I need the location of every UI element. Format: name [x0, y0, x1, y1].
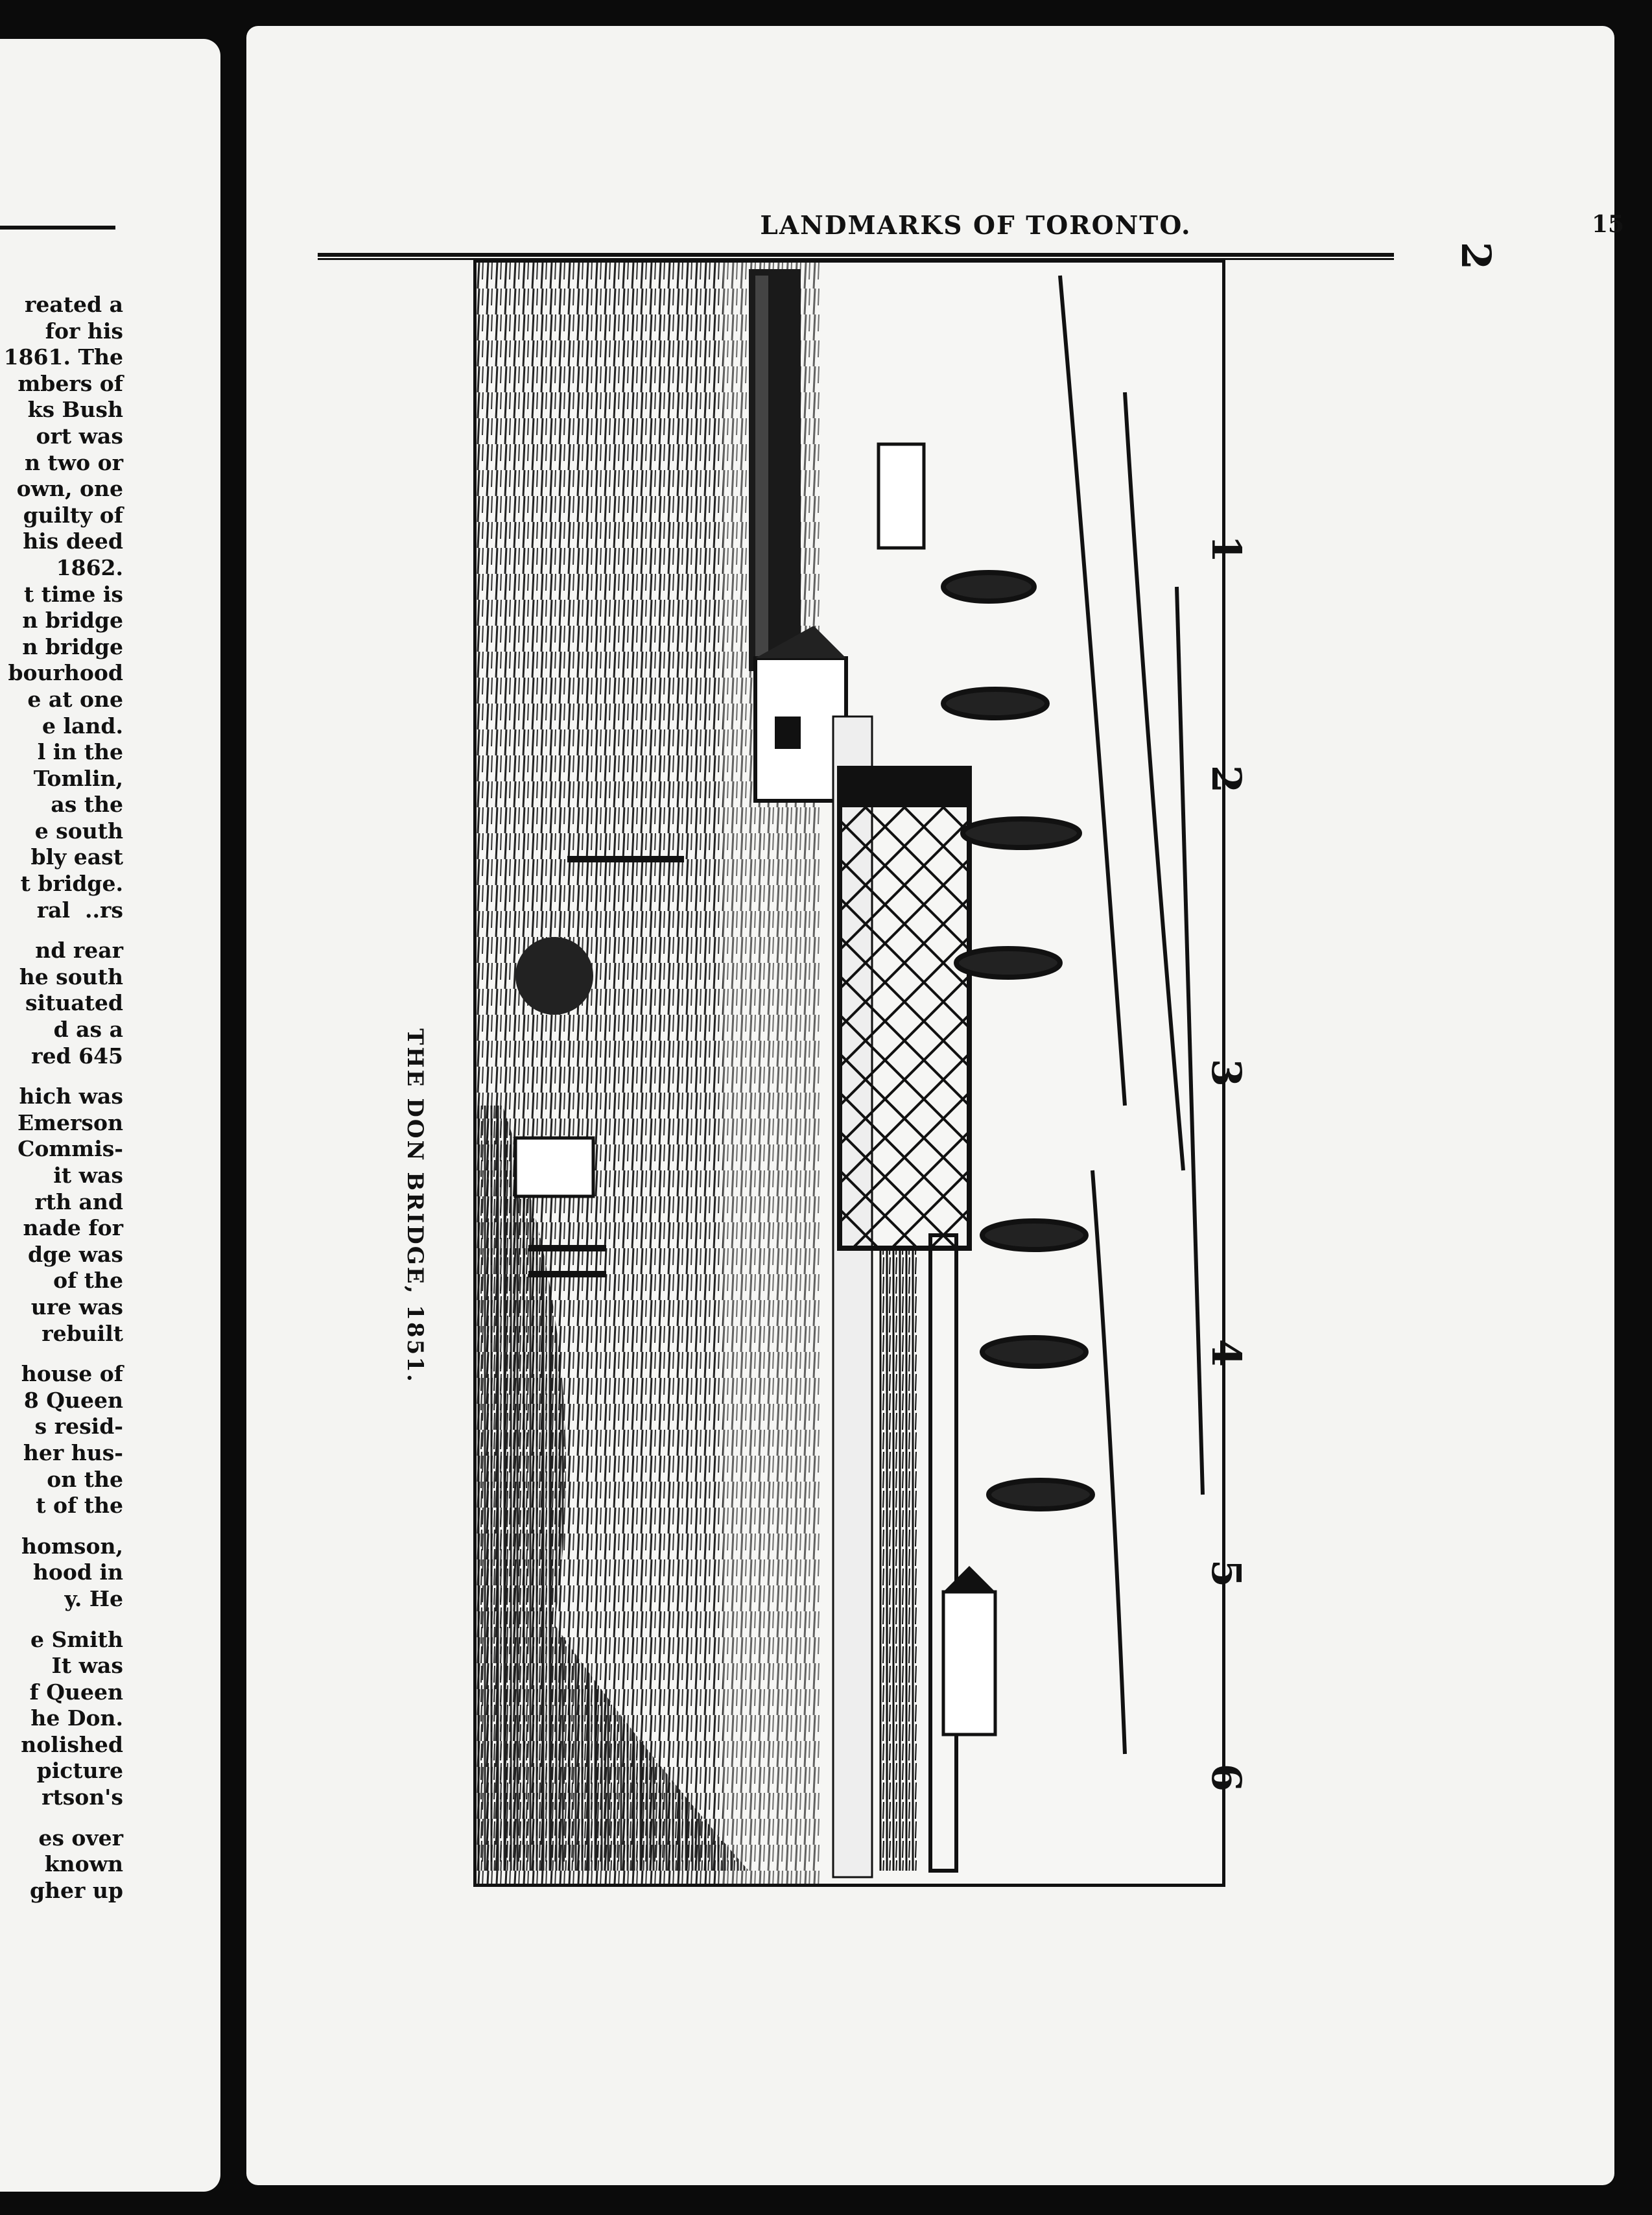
text-line: rtson's	[41, 1784, 123, 1810]
paragraph-gap	[0, 1347, 123, 1361]
text-line: dge was	[27, 1241, 123, 1267]
text-line: It was	[51, 1653, 123, 1679]
left-page-text-column	[0, 292, 123, 1904]
text-line: of the	[53, 1268, 123, 1294]
text-line: her hus-	[23, 1439, 123, 1465]
key-number-6: 6	[1203, 1763, 1251, 1792]
running-title: LANDMARKS OF TORONTO.	[760, 211, 1192, 241]
paragraph-gap	[0, 1519, 123, 1534]
text-line: known	[44, 1851, 123, 1877]
paragraph-gap	[0, 1069, 123, 1084]
text-line: gher up	[29, 1877, 123, 1903]
text-line: rth and	[34, 1189, 123, 1214]
text-line: it was	[53, 1163, 123, 1188]
page-number: 15	[1592, 211, 1625, 238]
paragraph-gap	[0, 1811, 123, 1825]
text-line: situated	[25, 990, 123, 1016]
left-page	[0, 39, 220, 2192]
text-line: e Smith	[30, 1626, 123, 1652]
text-line: nd rear	[35, 938, 123, 964]
text-line: homson,	[21, 1533, 123, 1559]
text-line: nade for	[23, 1215, 123, 1241]
key-number-2: 2	[1203, 764, 1251, 794]
text-line: hich was	[19, 1084, 123, 1109]
key-number-3: 3	[1203, 1058, 1251, 1087]
text-line: ks Bush	[27, 397, 123, 423]
text-line: d as a	[53, 1017, 123, 1043]
right-page	[246, 26, 1625, 2185]
figure-label: 2	[1452, 241, 1500, 270]
text-line: reated a	[25, 292, 123, 317]
text-line: e south	[34, 818, 123, 844]
paragraph-gap	[0, 923, 123, 938]
text-line: ral ..rs	[36, 897, 123, 923]
text-line: 8 Queen	[23, 1387, 123, 1413]
text-line: picture	[36, 1758, 123, 1784]
text-line: s resid-	[34, 1414, 123, 1439]
figure-caption: THE DON BRIDGE, 1851.	[402, 1028, 428, 1384]
text-line: n two or	[24, 449, 123, 475]
column-rule	[0, 226, 115, 230]
text-line: he Don.	[30, 1705, 123, 1731]
text-line: mbers of	[18, 370, 123, 396]
text-line: house of	[21, 1361, 123, 1387]
text-line: for his	[45, 318, 123, 344]
text-line: ure was	[30, 1294, 123, 1320]
text-line: e land.	[42, 713, 123, 739]
text-line: bourhood	[8, 660, 123, 686]
text-line: red 645	[31, 1043, 123, 1069]
text-line: t time is	[23, 581, 123, 607]
don-bridge-engraving	[473, 259, 1225, 1887]
text-line: f Queen	[29, 1679, 123, 1705]
engraving-illustration	[477, 263, 1222, 1884]
text-line: t bridge.	[20, 871, 123, 897]
text-line: Commis-	[18, 1136, 123, 1162]
text-line: as the	[51, 792, 123, 818]
text-line: y. He	[64, 1585, 123, 1611]
text-line: his deed	[23, 528, 123, 554]
text-line: es over	[38, 1825, 123, 1851]
text-line: n bridge	[22, 634, 123, 659]
text-line: n bridge	[22, 608, 123, 634]
text-line: Emerson	[17, 1109, 123, 1135]
text-line: l in the	[37, 739, 123, 765]
text-line: 1862.	[56, 554, 123, 580]
text-line: on the	[47, 1466, 123, 1492]
text-line: ort was	[36, 423, 123, 449]
paragraph-gap	[0, 1613, 123, 1627]
text-line: Tomlin,	[33, 765, 123, 791]
text-line: own, one	[16, 476, 123, 502]
text-line: t of the	[36, 1493, 123, 1519]
text-line: bly east	[30, 844, 123, 870]
text-line: nolished	[21, 1731, 123, 1757]
text-line: 1861. The	[3, 344, 123, 370]
text-line: hood in	[32, 1559, 123, 1585]
key-number-5: 5	[1203, 1559, 1251, 1588]
text-line: rebuilt	[41, 1320, 123, 1346]
text-line: he south	[19, 964, 123, 989]
text-line: guilty of	[23, 502, 123, 528]
key-number-1: 1	[1203, 534, 1251, 563]
text-line: e at one	[27, 686, 123, 712]
key-number-4: 4	[1203, 1338, 1251, 1368]
